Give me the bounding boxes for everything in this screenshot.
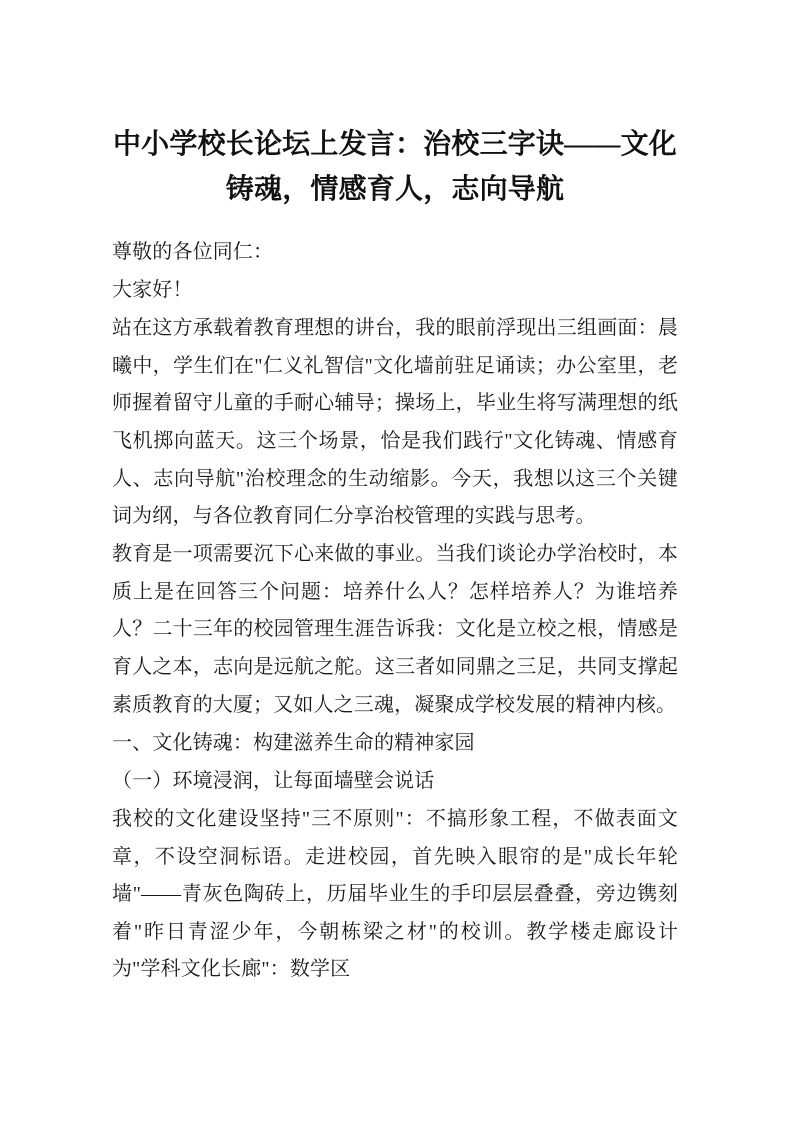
paragraph-salutation: 尊敬的各位同仁： xyxy=(112,241,274,263)
paragraph-opening-scenes: 站在这方承载着教育理想的讲台，我的眼前浮现出三组画面：晨曦中，学生们在"仁义礼智信"文化墙前驻足诵读；办公室里，老师握着留守儿童的手耐心辅导；操场上，毕业生将写满理想的纸飞机掷向蓝天。这三个场景，恰是我们践行"文化铸魂、情感育人、志向导航"治校理念的生动缩影。今天，我想以这三个关键词为纲，与各位教育同仁分享治校管理的实践与思考。 xyxy=(112,317,678,528)
paragraph-three-questions: 教育是一项需要沉下心来做的事业。当我们谈论办学治校时，本质上是在回答三个问题：培养什么人？怎样培养人？为谁培养人？二十三年的校园管理生涯告诉我：文化是立校之根，情感是育人之本，志向是远航之舵。这三者如同鼎之三足，共同支撑起素质教育的大厦；又如人之三魂，凝聚成学校发展的精神内核。 xyxy=(112,543,678,716)
heading-subsection-one-a: （一）环境浸润，让每面墙壁会说话 xyxy=(112,769,435,792)
paragraph-greeting: 大家好！ xyxy=(112,279,193,302)
document-title: 中小学校长论坛上发言：治校三字诀——文化铸魂，情感育人，志向导航 xyxy=(112,129,677,205)
heading-section-one: 一、文化铸魂：构建滋养生命的精神家园 xyxy=(112,731,475,754)
document-body xyxy=(112,122,678,989)
paragraph-three-no-principles: 我校的文化建设坚持"三不原则"：不搞形象工程，不做表面文章，不设空洞标语。走进校园，首先映入眼帘的是"成长年轮墙"——青灰色陶砖上，历届毕业生的手印层层叠叠，旁边镌刻着"昨日青涩少年，今朝栋梁之材"的校训。教学楼走廊设计为"学科文化长廊"：数学区 xyxy=(112,807,678,981)
